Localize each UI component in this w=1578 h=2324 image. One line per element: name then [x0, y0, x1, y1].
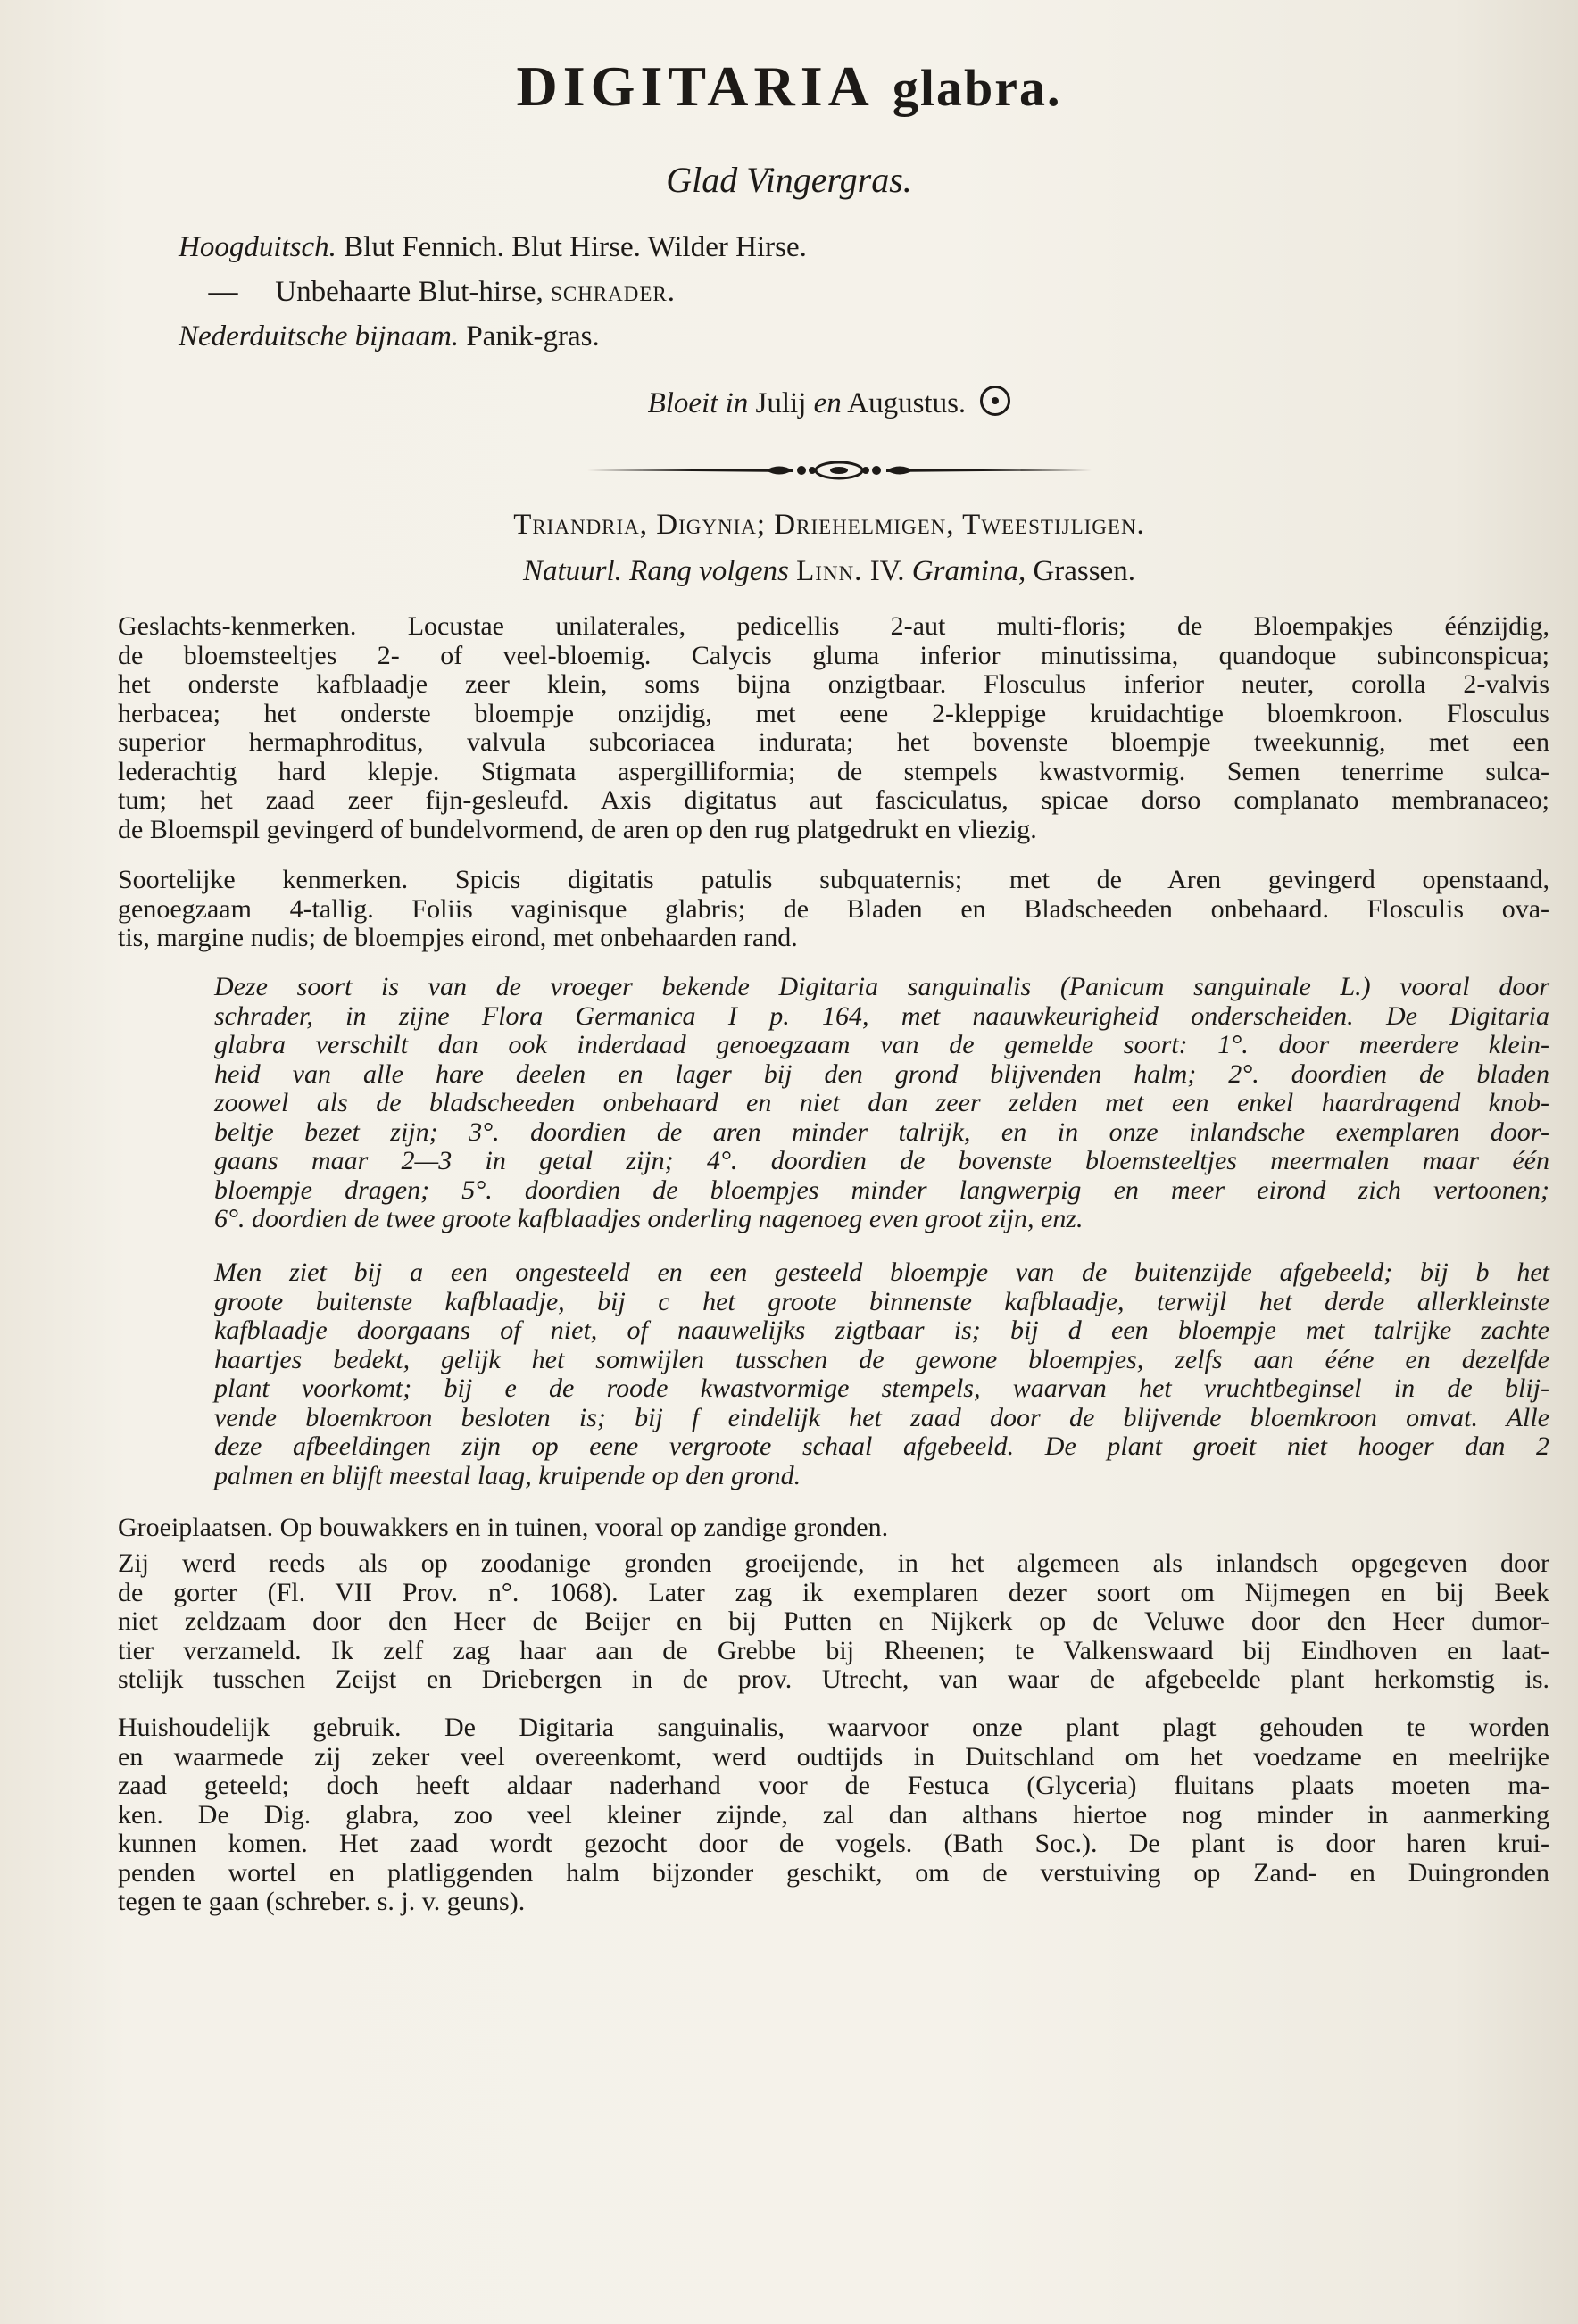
paragraph-men-ziet [214, 1258, 1549, 1490]
text-line: tis, margine nudis; de bloempjes eirond, met onbehaarden rand. [118, 923, 798, 952]
text-line: Huishoudelijk gebruik. De Digitaria sanguinalis, waarvoor onze plant plagt gehouden te worden [118, 1713, 1549, 1742]
rank-number: IV. [869, 555, 905, 587]
text-line: Zij werd reeds als op zoodanige gronden groeijende, in het algemeen als inlandsch opgegeven door [118, 1548, 1549, 1578]
linn-abbrev: Linn. [796, 555, 863, 587]
bloom-en: en [813, 387, 842, 419]
bloom-label: Bloeit [647, 387, 718, 419]
annual-symbol-icon [980, 386, 1010, 416]
text-line: plant voorkomt; bij e de roode kwastvormige stempels, waarvan het vruchtbeginsel in de blij- [214, 1374, 1549, 1403]
text-line: schrader, in zijne Flora Germanica I p. 164, met naauwkeurigheid onderscheiden. De Digitaria [214, 1000, 1549, 1031]
hoogduitsch-author: schrader. [551, 276, 677, 308]
text-line: tum; het zaad zeer fijn-gesleufd. Axis digitatus aut fasciculatus, spicae dorso complanato membranaceo; [118, 785, 1549, 815]
text-line: kunnen komen. Het zaad wordt gezocht door de vogels. (Bath Soc.). De plant is door haren krui- [118, 1829, 1549, 1858]
text-line: Soortelijke kenmerken. Spicis digitatis patulis subquaternis; met de Aren gevingerd openstaand, [118, 865, 1549, 894]
text-line: superior hermaphroditus, valvula subcoriacea indurata; het bovenste bloempje tweekunnig, met een [118, 727, 1549, 757]
text-line: en waarmede zij zeker veel overeenkomt, werd oudtijds in Duitschland om het voedzame en meelrijke [118, 1741, 1549, 1772]
text-line: herbacea; het onderste bloempje onzijdig, met eene 2-kleppige kruidachtige bloemkroon. Flosculus [118, 698, 1549, 728]
bloom-month-2: Augustus. [847, 387, 967, 419]
hoogduitsch-label: Hoogduitsch. [179, 231, 336, 263]
grassen: Grassen. [1033, 555, 1136, 587]
paragraph-zij-werd [118, 1549, 1549, 1695]
ditto-dash: — [208, 276, 238, 308]
common-name: Glad Vingergras. [666, 160, 912, 200]
text-line: beltje bezet zijn; 3°. doordien de aren minder talrijk, en in onze inlandsche exemplaren door- [214, 1116, 1549, 1147]
gramina: Gramina, [911, 555, 1026, 587]
text-line: kafblaadje doorgaans of niet, of naauwelijks zigtbaar is; bij d een bloempje met talrijke zachte [214, 1316, 1549, 1345]
title-species: glabra. [892, 59, 1062, 117]
text-line: tier verzameld. Ik zelf zag haar aan de Grebbe bij Rheenen; te Valkenswaard bij Eindhoven en laat- [118, 1635, 1549, 1665]
text-line: de bloemsteeltjes 2- of veel-bloemig. Calycis gluma inferior minutissima, quandoque subinconspicua; [118, 640, 1549, 670]
text-line: ken. De Dig. glabra, zoo veel kleiner zijnde, zal dan althans hiertoe nog minder in aanmerking [118, 1799, 1549, 1830]
nederduitsch-value: Panik-gras. [466, 320, 600, 353]
text-line: genoegzaam 4-tallig. Foliis vaginisque glabris; de Bladen en Bladscheeden onbehaard. Flosculis ova- [118, 893, 1549, 924]
text-line: de gorter (Fl. VII Prov. n°. 1068). Later zag ik exemplaren dezer soort om Nijmegen en bij Beek [118, 1577, 1549, 1607]
paragraph-soortelijke-kenmerken [118, 866, 1549, 953]
vernacular-names [179, 225, 807, 359]
text-line: tegen te gaan (schreber. s. j. v. geuns). [118, 1887, 526, 1916]
title-genus: DIGITARIA [516, 54, 875, 118]
text-line: Geslachts-kenmerken. Locustae unilaterales, pedicellis 2-aut multi-floris; de Bloempakjes éénzijdig, [118, 611, 1549, 641]
hoogduitsch-value-2: Unbehaarte Blut-hirse, [275, 276, 544, 308]
ornamental-rule-icon [587, 457, 1092, 484]
names-row-hoogduitsch-2 [179, 270, 807, 314]
text-line: Men ziet bij a een ongesteeld en een gesteeld bloempje van de buitenzijde afgebeeld; bij b het [214, 1257, 1549, 1287]
text-line: stelijk tusschen Zeijst en Driebergen in de prov. Utrecht, van waar de afgebeelde plant herkomstig is. [118, 1664, 1549, 1694]
text-line: gaans maar 2—3 in getal zijn; 4°. doordien de bovenste bloemsteeltjes meermalen maar één [214, 1146, 1549, 1175]
paragraph-geslachts-kenmerken [118, 612, 1549, 844]
text-line: bloempje dragen; 5°. doordien de bloempjes minder langwerpig en meer eirond zich vertoonen; [214, 1174, 1549, 1205]
paragraph-groeiplaatsen [118, 1514, 1549, 1543]
names-row-nederduitsch [179, 314, 807, 359]
classification-line-2 [0, 555, 1578, 588]
text-line: de Bloemspil gevingerd of bundelvormend, de aren op den rug platgedrukt en vliezig. [118, 814, 1037, 844]
text-line: vende bloemkroon besloten is; bij f eindelijk het zaad door de blijvende bloemkroon omvat. Alle [214, 1402, 1549, 1432]
text-line: 6°. doordien de twee groote kafblaadjes onderling nagenoeg even groot zijn, enz. [214, 1204, 1084, 1233]
bloom-month-1: Julij [755, 387, 807, 419]
text-line: heid van alle hare deelen en lager bij den grond blijvenden halm; 2°. doordien de bladen [214, 1058, 1549, 1089]
paragraph-huishoudelijk-gebruik [118, 1714, 1549, 1917]
text-line: zoowel als de bladscheeden onbehaard en niet dan zeer zelden met een enkel haardragend knob- [214, 1088, 1549, 1117]
natuurl-rang: Natuurl. Rang volgens [522, 555, 789, 587]
hoogduitsch-value: Blut Fennich. Blut Hirse. Wilder Hirse. [344, 231, 807, 263]
text-line: zaad geteeld; doch heeft aldaar naderhand voor de Festuca (Glyceria) fluitans plaats moeten ma- [118, 1771, 1549, 1800]
text-line: glabra verschilt dan ook inderdaad genoegzaam van de gemelde soort: 1°. door meerdere klein- [214, 1030, 1549, 1059]
flowering-period [0, 386, 1578, 420]
nederduitsch-label: Nederduitsche bijnaam. [179, 320, 460, 353]
text-line: haartjes bedekt, gelijk het somwijlen tusschen de gewone bloempjes, zelfs aan ééne en dezelfde [214, 1344, 1549, 1374]
text-line: penden wortel en platliggenden halm bijzonder geschikt, om de verstuiving op Zand- en Duingronden [118, 1857, 1549, 1888]
text-line: groote buitenste kafblaadje, bij c het groote binnenste kafblaadje, terwijl het derde allerkleinste [214, 1286, 1549, 1316]
text-line: het onderste kafblaadje zeer klein, soms bijna onzigtbaar. Flosculus inferior neuter, corolla 2-valvis [118, 669, 1549, 699]
text-line: deze afbeeldingen zijn op eene vergroote schaal afgebeeld. De plant groeit niet hooger dan 2 [214, 1432, 1549, 1461]
text-line: lederachtig hard klepje. Stigmata aspergilliformia; de stempels kwastvormig. Semen tenerrime sulca- [118, 756, 1549, 786]
names-row-hoogduitsch [179, 225, 807, 270]
paragraph-deze-soort [214, 973, 1549, 1234]
bloom-in: in [725, 387, 749, 419]
text-line: Deze soort is van de vroeger bekende Digitaria sanguinalis (Panicum sanguinale L.) vooral door [214, 972, 1549, 1001]
page-title [0, 54, 1578, 120]
text-line: palmen en blijft meestal laag, kruipende op den grond. [214, 1460, 801, 1490]
text-line: niet zeldzaam door den Heer de Beijer en bij Putten en Nijkerk op de Veluwe door den Heer dumor- [118, 1606, 1549, 1636]
classification-line-1: Triandria, Digynia; Driehelmigen, Tweestijligen. [513, 509, 1145, 541]
text-line: Groeiplaatsen. Op bouwakkers en in tuinen, vooral op zandige gronden. [118, 1513, 889, 1542]
